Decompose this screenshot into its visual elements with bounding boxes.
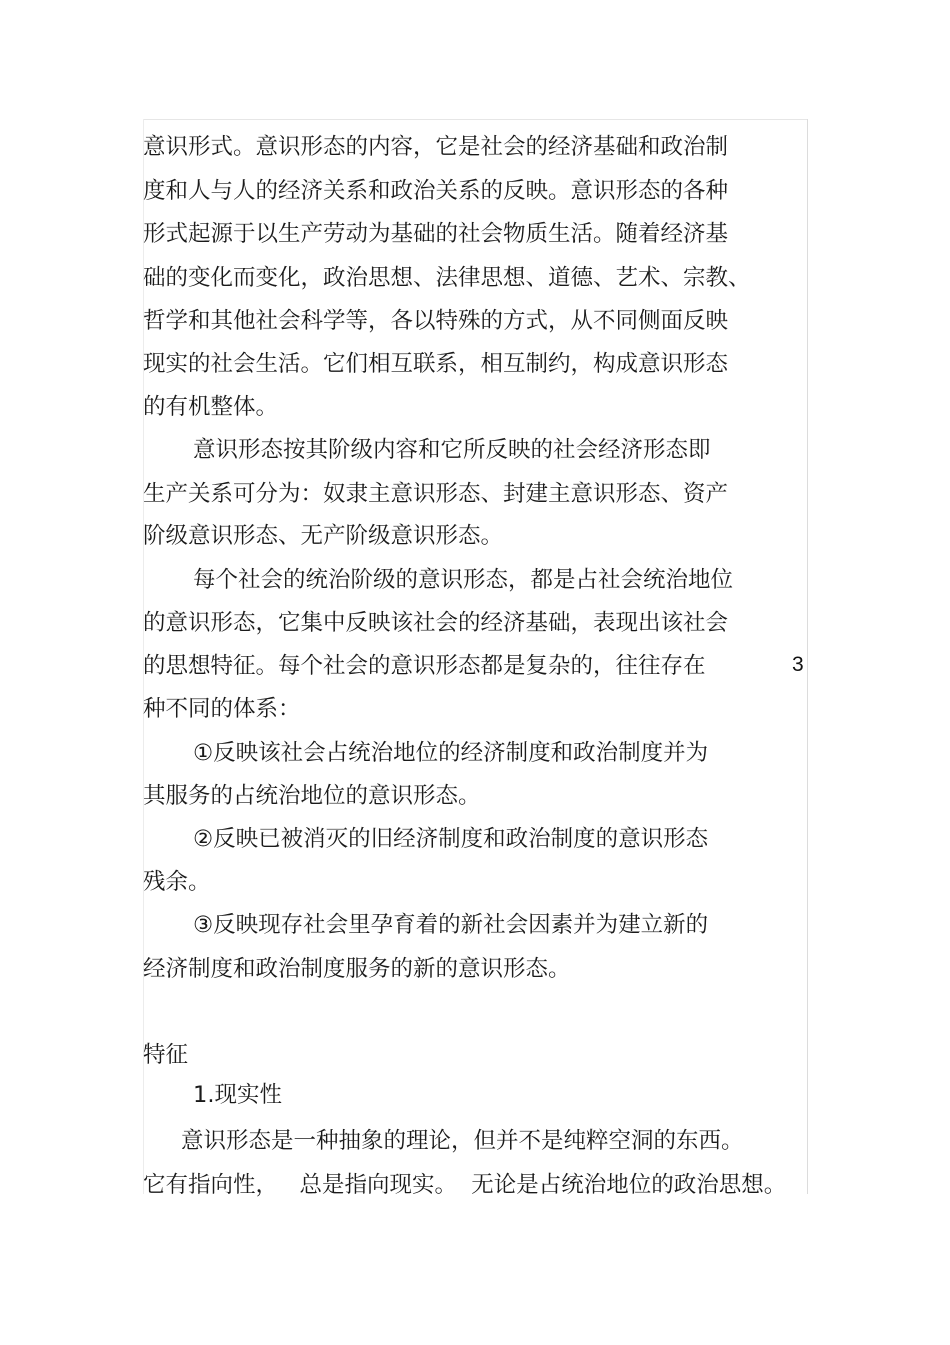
text-line: ③反映现存社会里孕育着的新社会因素并为建立新的 [193,912,709,938]
text-line: 形式起源于以生产劳动为基础的社会物质生活。随着经济基 [143,221,729,247]
text-line: 种不同的体系： [143,696,301,722]
text-line: 意识形态按其阶级内容和它所反映的社会经济形态即 [193,437,711,463]
text-line: 经济制度和政治制度服务的新的意识形态。 [143,956,571,982]
text-line: 阶级意识形态、无产阶级意识形态。 [143,523,504,549]
page-frame-right-border [807,119,808,1194]
section-heading: 特征 [143,1042,189,1068]
page-number: 3 [792,653,804,676]
text-line: 现实的社会生活。它们相互联系，相互制约，构成意识形态 [143,351,729,377]
text-line: 它有指向性， 总是指向现实。 无论是占统治地位的政治思想。 [143,1172,787,1198]
text-line: 生产关系可分为：奴隶主意识形态、封建主意识形态、资产 [143,481,729,507]
text-line: 哲学和其他社会科学等，各以特殊的方式，从不同侧面反映 [143,308,729,334]
text-line: 每个社会的统治阶级的意识形态，都是占社会统治地位 [193,567,734,593]
page-frame-top-border [143,119,808,120]
text-line: 度和人与人的经济关系和政治关系的反映。意识形态的各种 [143,178,729,204]
text-line: 的意识形态，它集中反映该社会的经济基础，表现出该社会 [143,610,729,636]
text-line: ①反映该社会占统治地位的经济制度和政治制度并为 [193,740,709,766]
text-line: 意识形式。意识形态的内容，它是社会的经济基础和政治制 [143,134,729,160]
text-line: ②反映已被消灭的旧经济制度和政治制度的意识形态 [193,826,709,852]
text-line: 的有机整体。 [143,394,279,420]
text-line: 其服务的占统治地位的意识形态。 [143,783,481,809]
text-line: 的思想特征。每个社会的意识形态都是复杂的，往往存在 [143,653,706,679]
text-line: 意识形态是一种抽象的理论，但并不是纯粹空洞的东西。 [181,1128,744,1154]
text-line: 残余。 [143,869,211,895]
subsection-heading: 1.现实性 [193,1082,282,1108]
text-line: 础的变化而变化，政治思想、法律思想、道德、艺术、宗教、 [143,265,751,291]
